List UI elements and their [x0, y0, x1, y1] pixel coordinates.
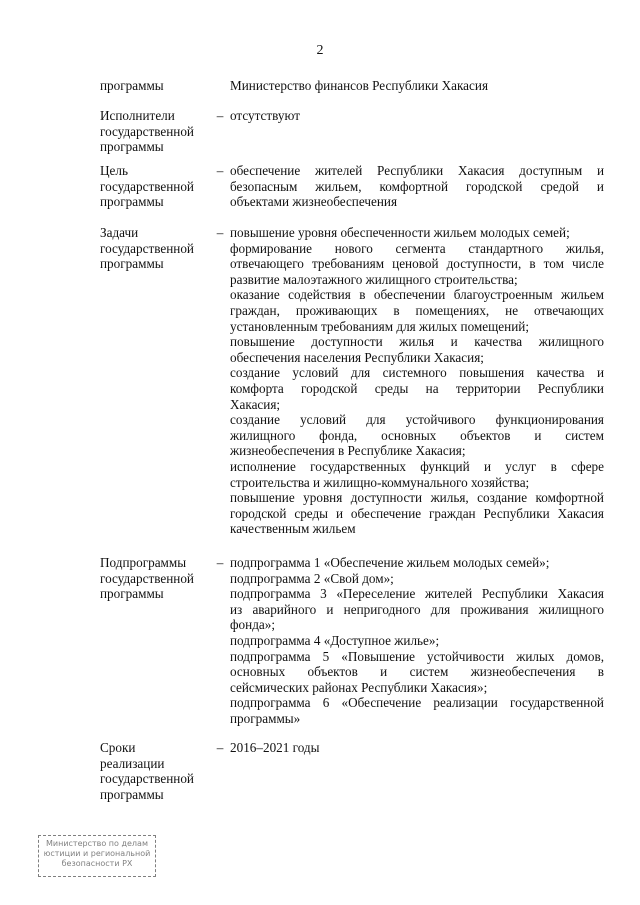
- row-value-line: городской среды и обеспечение граждан Республики Хакасия: [230, 505, 604, 521]
- row-value-line: граждан, проживающих в помещениях, не отвечающих: [230, 302, 604, 318]
- row-value-line: повышение уровня обеспеченности жильем молодых семей;: [230, 225, 570, 240]
- row-value: [230, 163, 604, 210]
- row-label: [100, 555, 208, 602]
- row-value-line: жизнеобеспечения в Республике Хакасия;: [230, 443, 466, 459]
- stamp-line: Министерство по делам: [46, 839, 148, 848]
- row-label-line: Задачи: [100, 225, 139, 240]
- row-value-line: повышение уровня доступности жилья, создание комфортной: [230, 490, 604, 506]
- row-label-line: программы: [100, 78, 164, 93]
- row-label-line: государственной: [100, 123, 194, 139]
- row-value: [230, 555, 604, 727]
- stamp-line: юстиции и региональной: [43, 849, 151, 858]
- row-value-line: Министерство финансов Республики Хакасия: [230, 78, 489, 93]
- row-label-line: государственной: [100, 178, 194, 194]
- row-label: [100, 108, 208, 155]
- row-value-line: подпрограмма 6 «Обеспечение реализации государственной: [230, 695, 604, 711]
- row-label-line: Сроки: [100, 740, 136, 755]
- row-value-line: программы»: [230, 710, 301, 726]
- row-value-line: подпрограмма 2 «Свой дом»;: [230, 570, 394, 586]
- row-value-line: обеспечение жителей Республики Хакасия доступным и: [230, 163, 604, 178]
- row-dash: –: [216, 225, 224, 240]
- row-label-line: программы: [100, 586, 164, 602]
- row-label-line: Цель: [100, 163, 128, 178]
- row-value: [230, 225, 604, 537]
- row-value-line: создание условий для устойчивого функционирования: [230, 412, 604, 428]
- row-label-line: государственной: [100, 771, 194, 787]
- row-value-line: отсутствуют: [230, 108, 300, 123]
- row-value-line: фонда»;: [230, 617, 276, 633]
- row-value-line: сейсмических районах Республики Хакасия»;: [230, 679, 488, 695]
- row-label-line: государственной: [100, 570, 194, 586]
- row-value-line: обеспечения населения Республики Хакасия;: [230, 349, 484, 365]
- row-value-line: подпрограмма 4 «Доступное жилье»;: [230, 632, 440, 648]
- row-value-line: подпрограмма 1 «Обеспечение жильем молодых семей»;: [230, 555, 550, 570]
- row-label-line: реализации: [100, 755, 165, 771]
- row-label: [100, 225, 208, 272]
- page-number: 2: [316, 43, 324, 58]
- row-value-line: повышение доступности жилья и качества жилищного: [230, 334, 604, 350]
- row-value-line: развитие малоэтажного жилищного строительства;: [230, 271, 518, 287]
- row-dash: –: [216, 163, 224, 178]
- row-label-line: государственной: [100, 240, 194, 256]
- row-label-line: программы: [100, 786, 164, 802]
- row-label: [100, 740, 208, 802]
- row-value-line: установленным требованиям для жилых помещений;: [230, 318, 529, 334]
- row-value-line: из аварийного и непригодного для проживания жилищного: [230, 601, 604, 617]
- row-value-line: строительства и жилищно-коммунального хозяйства;: [230, 474, 530, 490]
- row-value-line: исполнение государственных функций и услуг в сфере: [230, 458, 604, 474]
- row-value-line: 2016–2021 годы: [230, 740, 320, 755]
- row-value-line: безопасным жильем, комфортной городской средой и: [230, 178, 604, 194]
- row-value-line: подпрограмма 5 «Повышение устойчивости жилых домов,: [230, 648, 604, 664]
- row-dash: –: [216, 740, 224, 755]
- row-value: [230, 740, 604, 756]
- row-value-line: создание условий для системного повышения качества и: [230, 365, 604, 381]
- row-value-line: подпрограмма 3 «Переселение жителей Республики Хакасия: [230, 586, 604, 602]
- stamp-line: безопасности РХ: [61, 859, 133, 868]
- registration-stamp: [38, 835, 156, 877]
- row-label-line: программы: [100, 256, 164, 272]
- row-label-line: программы: [100, 139, 164, 155]
- row-label: [100, 78, 208, 94]
- row-label: [100, 163, 208, 210]
- row-value-line: Хакасия;: [230, 396, 281, 412]
- row-value-line: комфорта городской среды на территории Республики: [230, 380, 604, 396]
- row-dash: –: [216, 555, 224, 570]
- row-value-line: отвечающего требованиям ценовой доступности, в том числе: [230, 256, 604, 272]
- row-value: [230, 108, 604, 124]
- row-value-line: качественным жильем: [230, 521, 356, 537]
- row-label-line: Исполнители: [100, 108, 175, 123]
- row-dash: –: [216, 108, 224, 123]
- row-value-line: жилищного фонда, основных объектов и систем: [230, 427, 604, 443]
- row-label-line: Подпрограммы: [100, 555, 187, 570]
- row-label-line: программы: [100, 194, 164, 210]
- row-value-line: объектами жизнеобеспечения: [230, 194, 398, 210]
- row-value-line: формирование нового сегмента стандартного жилья,: [230, 240, 604, 256]
- row-value: [230, 78, 604, 94]
- row-value-line: оказание содействия в обеспечении благоустроенным жильем: [230, 287, 604, 303]
- row-value-line: основных объектов и систем жизнеобеспечения в: [230, 664, 604, 680]
